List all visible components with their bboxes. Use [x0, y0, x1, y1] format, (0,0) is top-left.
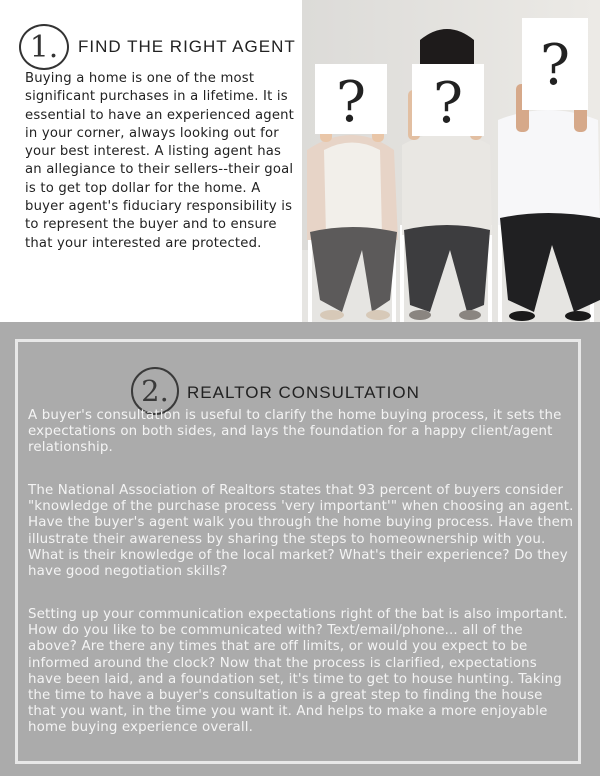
paragraph-nar-statistics: The National Association of Realtors states that 93 percent of buyers consider "knowledge of the purchase process 'very important'" when choosing an agent. Have the buyer's agent walk you through the home buying process. Have them illustrate their awareness by sharing the steps to homeownership with you. What is their knowledge of the local market? What's their experience? Do they have good negotiation skills?: [28, 483, 574, 580]
section-heading: FIND THE RIGHT AGENT: [78, 37, 296, 56]
paragraph-communication: Setting up your communication expectations right of the bat is also important. How do you like to be communicated with? Text/email/phone... all of the above? Are there any times that are off limits, or would you expect to be informed around the clock? Now that the process is clarified, expectations have been laid, and a foundation set, it's time to get to house hunting. Taking the time to have a buyer's consultation is a great step to finding the house that you want, in the time you want it. And helps to make a more enjoyable home buying experience overall.: [28, 607, 568, 736]
section-realtor-consultation: [0, 322, 600, 776]
section-heading: REALTOR CONSULTATION: [187, 383, 420, 402]
step-number-badge: 2.: [131, 367, 179, 415]
content-frame: [15, 339, 581, 764]
people-with-question-signs-photo: [302, 0, 600, 322]
question-sign-1: ?: [335, 70, 367, 135]
paragraph-intro: A buyer's consultation is useful to clarify the home buying process, it sets the expectations on both sides, and lays the foundation for a happy client/agent relationship.: [28, 408, 562, 456]
step-number-badge: 1.: [19, 24, 69, 70]
question-sign-2: ?: [432, 71, 464, 136]
question-sign-3: ?: [539, 33, 571, 98]
section-body-text: Buying a home is one of the most significant purchases in a lifetime. It is essential to have an experienced agent in your corner, always looking out for your best interest. A listing agent has an allegiance to their sellers--their goal is to get top dollar for the home. A buyer agent's fiduciary responsibility is to represent the buyer and to ensure that your interested are protected.: [25, 71, 295, 251]
